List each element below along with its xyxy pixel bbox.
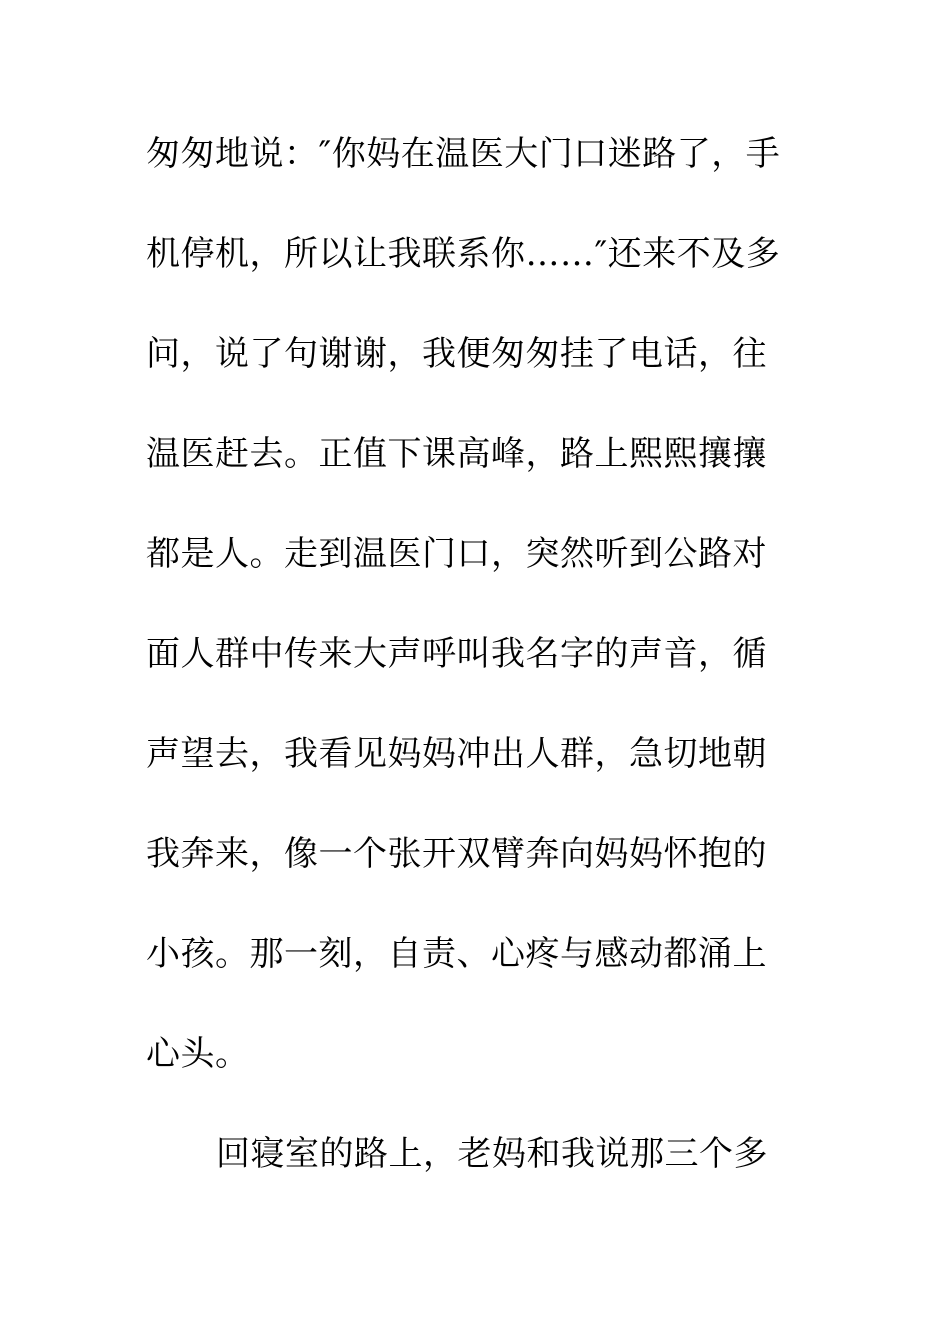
text-line: 面人群中传来大声呼叫我名字的声音，循 [146, 634, 767, 674]
body-text [146, 124, 806, 1224]
text-line: 问，说了句谢谢，我便匆匆挂了电话，往 [146, 334, 767, 374]
text-line: 心头。 [146, 1034, 250, 1074]
text-line: 匆匆地说：″你妈在温医大门口迷路了，手 [146, 134, 781, 174]
text-line: 我奔来，像一个张开双臂奔向妈妈怀抱的 [146, 834, 767, 874]
text-line: 小孩。那一刻，自责、心疼与感动都涌上 [146, 934, 767, 974]
paragraph-start-line: 回寝室的路上，老妈和我说那三个多 [216, 1134, 768, 1174]
text-line: 声望去，我看见妈妈冲出人群，急切地朝 [146, 734, 767, 774]
text-line: 都是人。走到温医门口，突然听到公路对 [146, 534, 767, 574]
text-line: 温医赶去。正值下课高峰，路上熙熙攘攘 [146, 434, 767, 474]
text-line: 机停机，所以让我联系你……″还来不及多 [146, 234, 781, 274]
